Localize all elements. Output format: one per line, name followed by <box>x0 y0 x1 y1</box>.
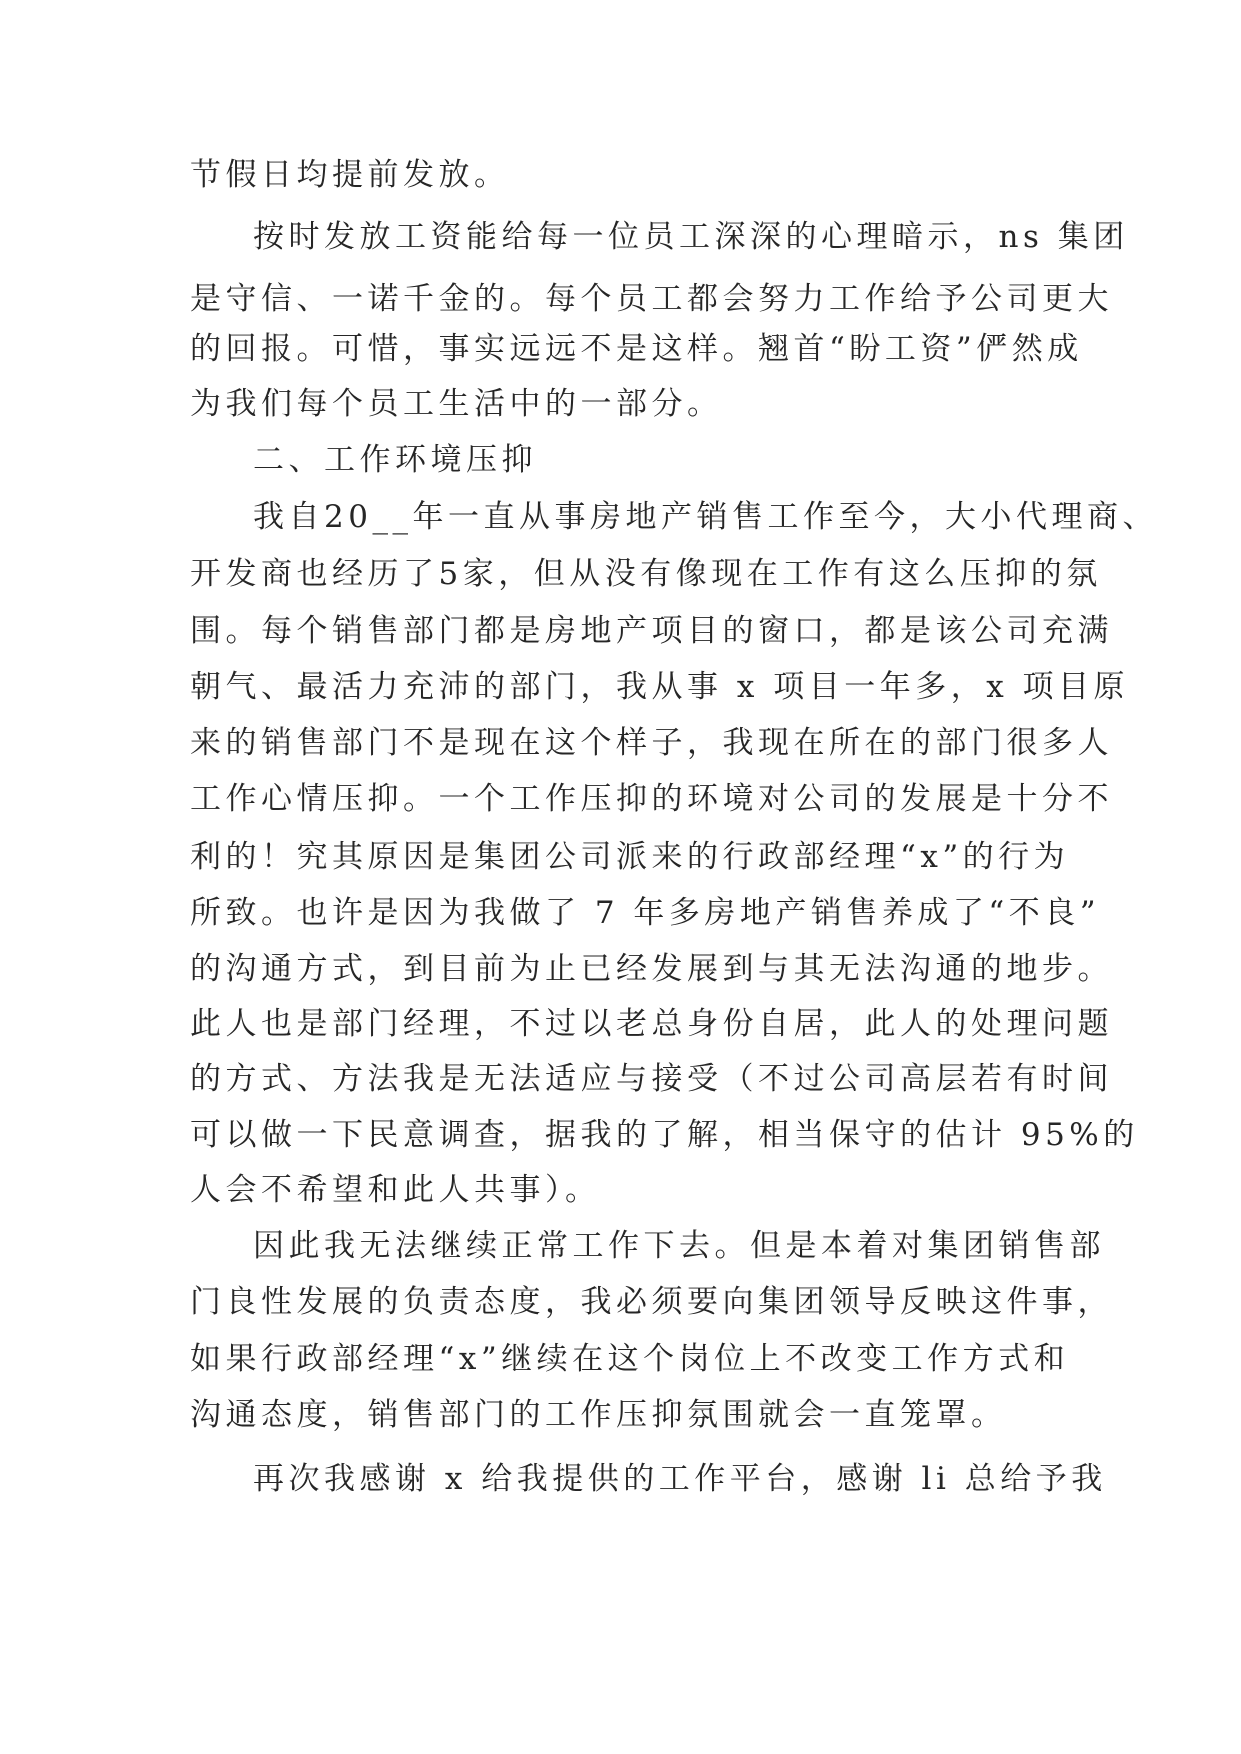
text-line: 是守信、一诺千金的。每个员工都会努力工作给予公司更大 <box>190 281 1113 317</box>
text-line: 可以做一下民意调查，据我的了解，相当保守的估计 95%的 <box>190 1117 1139 1153</box>
text-line: 工作心情压抑。一个工作压抑的环境对公司的发展是十分不 <box>190 781 1113 817</box>
text-line: 利的！究其原因是集团公司派来的行政部经理“x”的行为 <box>190 839 1070 875</box>
text-line: 人会不希望和此人共事）。 <box>190 1172 601 1208</box>
text-line: 此人也是部门经理，不过以老总身份自居，此人的处理问题 <box>190 1006 1113 1042</box>
text-line: 门良性发展的负责态度，我必须要向集团领导反映这件事， <box>190 1284 1113 1320</box>
text-line: 来的销售部门不是现在这个样子，我现在所在的部门很多人 <box>190 725 1113 761</box>
text-line: 如果行政部经理“x”继续在这个岗位上不改变工作方式和 <box>190 1341 1070 1377</box>
text-line: 的回报。可惜，事实远远不是这样。翘首“盼工资”俨然成 <box>190 331 1083 367</box>
text-line: 开发商也经历了5家，但从没有像现在工作有这么压抑的氛 <box>190 556 1102 592</box>
text-line: 节假日均提前发放。 <box>190 157 510 193</box>
paragraph-first-line: 按时发放工资能给每一位员工深深的心理暗示，ns 集团 <box>253 219 1129 255</box>
paragraph-first-line: 因此我无法继续正常工作下去。但是本着对集团销售部 <box>253 1228 1105 1264</box>
text-line: 所致。也许是因为我做了 7 年多房地产销售养成了“不良” <box>190 895 1101 931</box>
text-line: 朝气、最活力充沛的部门，我从事 x 项目一年多，x 项目原 <box>190 669 1130 705</box>
text-line: 的沟通方式，到目前为止已经发展到与其无法沟通的地步。 <box>190 951 1113 987</box>
text-line: 为我们每个员工生活中的一部分。 <box>190 386 723 422</box>
text-line: 的方式、方法我是无法适应与接受（不过公司高层若有时间 <box>190 1061 1113 1097</box>
paragraph-first-line: 再次我感谢 x 给我提供的工作平台，感谢 li 总给予我 <box>253 1461 1107 1497</box>
text-line: 围。每个销售部门都是房地产项目的窗口，都是该公司充满 <box>190 613 1113 649</box>
text-line: 沟通态度，销售部门的工作压抑氛围就会一直笼罩。 <box>190 1397 1007 1433</box>
section-heading: 二、工作环境压抑 <box>253 442 537 478</box>
paragraph-first-line: 我自20__年一直从事房地产销售工作至今，大小代理商、 <box>253 499 1158 535</box>
